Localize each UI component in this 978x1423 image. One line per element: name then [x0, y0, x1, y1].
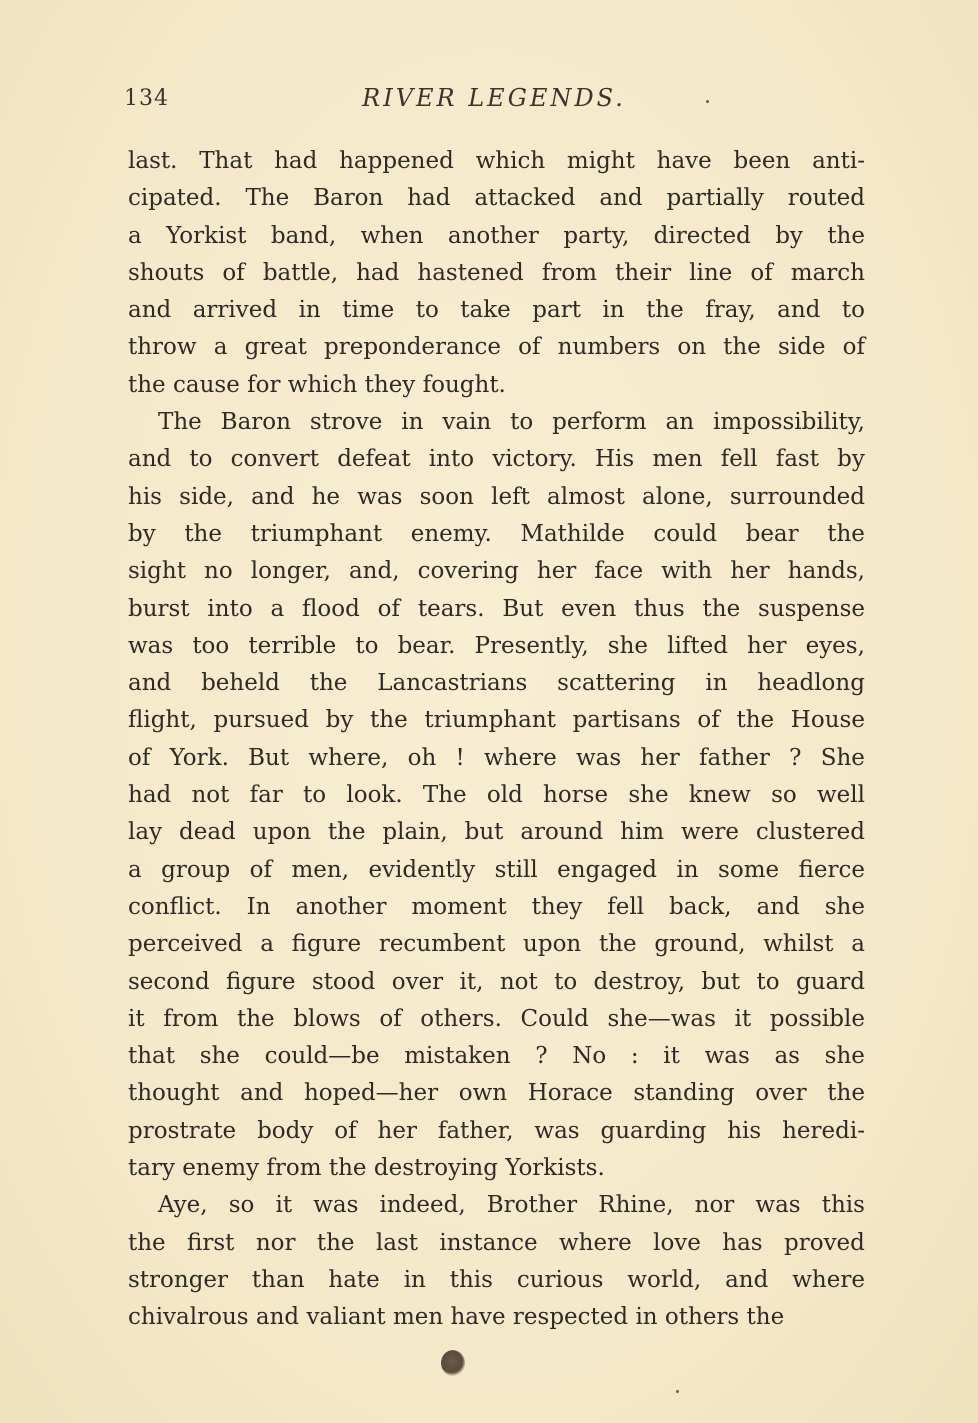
text-line: and beheld the Lancastrians scattering in headlong — [128, 670, 865, 697]
running-title: RIVER LEGENDS. — [362, 84, 626, 112]
paragraph — [128, 1187, 865, 1336]
text-line: the first nor the last instance where love has proved — [128, 1229, 865, 1256]
text-line: was too terrible to bear. Presently, she lifted her eyes, — [128, 632, 865, 659]
text-line: stronger than hate in this curious world, and where — [128, 1266, 865, 1293]
text-line: it from the blows of others. Could she—was it possible — [128, 1005, 865, 1032]
text-line: prostrate body of her father, was guarding his heredi- — [128, 1117, 865, 1144]
body-text — [128, 143, 865, 1337]
text-line: last. That had happened which might have been anti- — [128, 148, 865, 174]
text-line: a group of men, evidently still engaged in some fierce — [128, 856, 865, 883]
text-line: burst into a flood of tears. But even thus the suspense — [128, 595, 865, 622]
paper-speck — [676, 1390, 679, 1393]
text-line: throw a great preponderance of numbers on the side of — [128, 334, 865, 361]
text-line: his side, and he was soon left almost alone, surrounded — [128, 483, 865, 510]
paragraph — [128, 404, 865, 1187]
text-line: a Yorkist band, when another party, directed by the — [128, 222, 865, 249]
text-line: The Baron strove in vain to perform an impossibility, — [158, 409, 865, 436]
text-line: cipated. The Baron had attacked and partially routed — [128, 185, 865, 212]
paper-speck — [706, 100, 709, 103]
page-number: 134 — [124, 86, 169, 111]
text-line: Aye, so it was indeed, Brother Rhine, nor was this — [158, 1192, 865, 1219]
text-line: of York. But where, oh ! where was her father ? She — [128, 744, 865, 771]
text-line: flight, pursued by the triumphant partisans of the House — [128, 707, 865, 734]
text-line: second figure stood over it, not to destroy, but to guard — [128, 968, 865, 995]
text-line: that she could—be mistaken ? No : it was as she — [128, 1043, 865, 1070]
text-line: and arrived in time to take part in the fray, and to — [128, 297, 865, 324]
text-line: perceived a figure recumbent upon the ground, whilst a — [128, 931, 865, 958]
text-line: thought and hoped—her own Horace standing over the — [128, 1080, 865, 1107]
text-line: conflict. In another moment they fell back, and she — [128, 893, 865, 920]
text-line: and to convert defeat into victory. His men fell fast by — [128, 446, 865, 473]
text-line: sight no longer, and, covering her face with her hands, — [128, 558, 865, 585]
text-line: the cause for which they fought. — [128, 371, 506, 398]
text-line: by the triumphant enemy. Mathilde could bear the — [128, 520, 865, 547]
text-line: had not far to look. The old horse she knew so well — [128, 782, 865, 809]
paragraph — [128, 143, 865, 404]
ink-blot-mark — [441, 1350, 465, 1376]
text-line: lay dead upon the plain, but around him were clustered — [128, 819, 865, 846]
text-line: tary enemy from the destroying Yorkists. — [128, 1155, 605, 1182]
text-line: shouts of battle, had hastened from their line of march — [128, 259, 865, 286]
text-line: chivalrous and valiant men have respected in others the — [128, 1304, 785, 1331]
